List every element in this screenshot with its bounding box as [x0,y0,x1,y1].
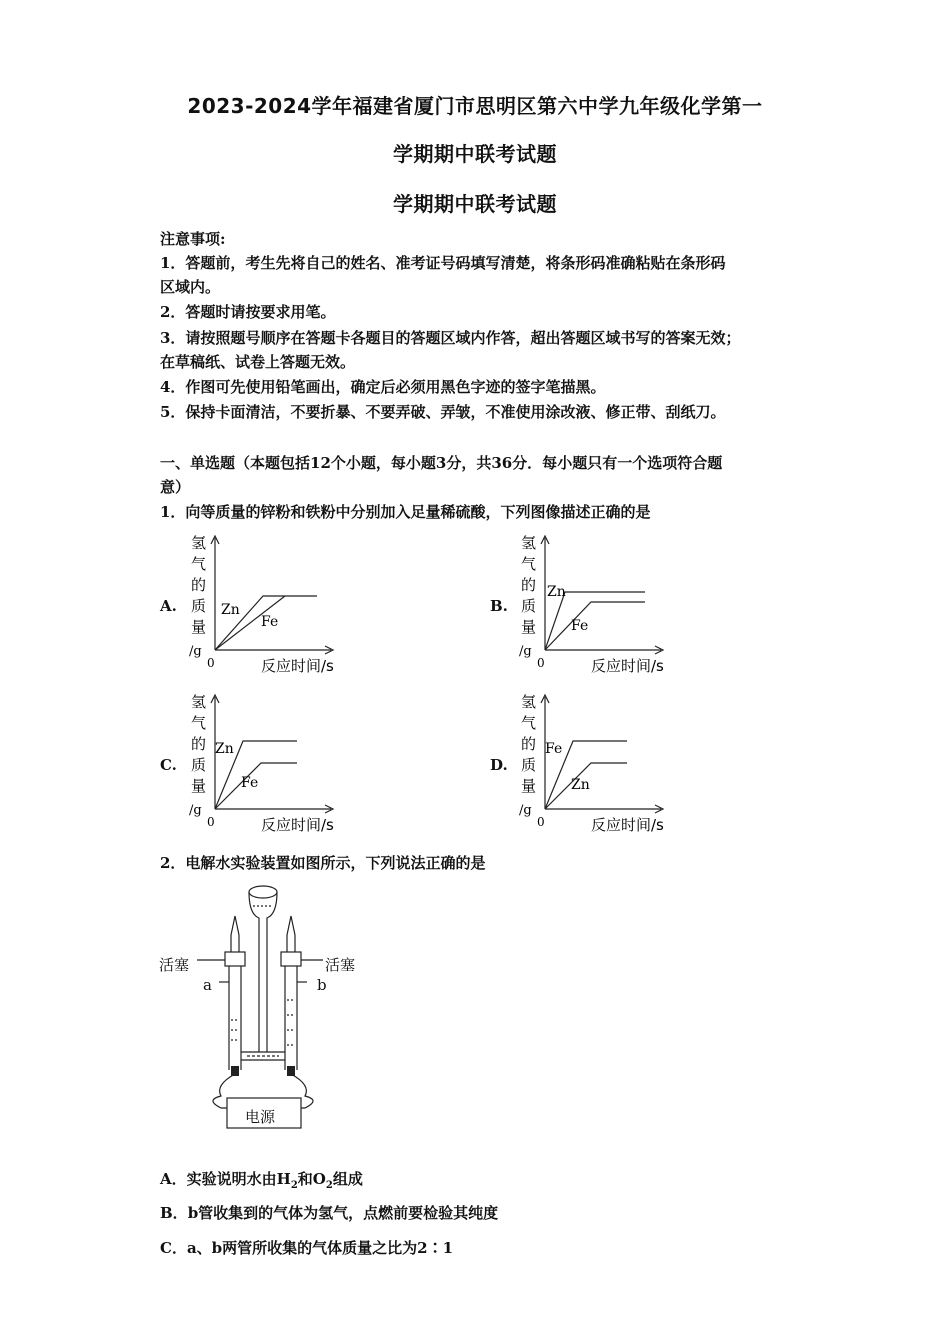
x-axis-label: 反应时间/s [591,816,664,834]
question-2-stem: 2．电解水实验装置如图所示，下列说法正确的是 [160,854,486,872]
series-label-upper: Zn [221,602,240,618]
y-axis-label-char: 量 [521,618,537,636]
y-axis-label-char: 质 [521,597,537,615]
exam-title-line1: 2023-2024学年福建省厦门市思明区第六中学九年级化学第一 [187,94,763,118]
q2-option-c [160,1237,453,1258]
y-axis-label-char: 气 [521,555,537,573]
q2-option-b-text: b管收集到的气体为氢气，点燃前要检验其纯度 [187,1204,499,1222]
x-axis-label: 反应时间/s [591,657,664,675]
tube-b-label: b [317,976,327,994]
series-line-upper [545,592,645,650]
y-axis-label-char: 量 [191,777,207,795]
series-label-lower: Zn [571,777,590,793]
y-axis-label-char: 气 [191,555,207,573]
y-axis-label-char: 气 [521,714,537,732]
section-heading-cont: 意） [160,478,191,496]
left-valve-label: 活塞 [159,956,190,974]
y-axis-label-char: 量 [191,618,207,636]
q2-option-a [160,1168,363,1191]
notice-item: 2．答题时请按要求用笔。 [160,303,336,321]
option-b-letter: B. [490,597,508,615]
option-c-letter: C. [160,756,177,774]
x-axis-label: 反应时间/s [261,816,334,834]
y-axis-unit: /g [519,644,532,659]
y-axis-unit: /g [519,803,532,818]
y-axis-label-char: 质 [191,597,207,615]
q2-option-a-text-mid: 和O [297,1170,326,1188]
q2-option-b [160,1202,498,1223]
q2-option-a-text-post: 组成 [332,1170,363,1188]
option-a-letter: A. [160,597,177,615]
notice-item: 在草稿纸、试卷上答题无效。 [160,353,356,371]
series-label-lower: Fe [241,775,259,791]
y-axis-label-char: 氢 [191,534,207,552]
origin-label: 0 [207,815,215,829]
q2-option-a-sub1: 2 [290,1180,298,1191]
graph-option-a [185,530,355,680]
notice-item: 1．答题前，考生先将自己的姓名、准考证号码填写清楚，将条形码准确粘贴在条形码 [160,254,726,272]
y-axis-label-char: 质 [521,756,537,774]
y-axis-label-char: 氢 [521,534,537,552]
origin-label: 0 [537,815,545,829]
exam-title-line2: 学期期中联考试题 [393,142,557,166]
notice-item: 3．请按照题号顺序在答题卡各题目的答题区域内作答，超出答题区域书写的答案无效； [160,329,741,347]
x-axis-label: 反应时间/s [261,657,334,675]
y-axis-label-char: 量 [521,777,537,795]
notice-item: 5．保持卡面清洁，不要折暴、不要弄破、弄皱，不准使用涂改液、修正带、刮纸刀。 [160,403,726,421]
origin-label: 0 [537,656,545,670]
notice-item: 区域内。 [160,278,221,296]
section-heading: 一、单选题（本题包括12个小题，每小题3分，共36分．每小题只有一个选项符合题 [160,454,723,472]
y-axis-label-char: 的 [191,735,207,753]
tube-a-label: a [203,976,212,994]
exam-title-line3: 学期期中联考试题 [393,192,557,216]
series-label-upper: Zn [547,584,566,600]
y-axis-label-char: 的 [521,735,537,753]
series-line-lower [545,602,645,650]
graph-option-b [515,530,685,680]
q2-option-b-letter: B． [160,1204,188,1222]
q2-option-a-letter: A． [160,1170,187,1188]
series-label-upper: Fe [545,741,563,757]
q2-option-a-text-pre: 实验说明水由H [186,1170,291,1188]
q2-option-c-letter: C． [160,1239,187,1257]
y-axis-label-char: 质 [191,756,207,774]
origin-label: 0 [207,656,215,670]
graph-option-c [185,689,355,839]
series-label-upper: Zn [215,741,234,757]
notice-heading: 注意事项: [160,230,226,248]
y-axis-unit: /g [189,644,202,659]
y-axis-label-char: 氢 [191,693,207,711]
electrolysis-apparatus [155,880,375,1144]
y-axis-unit: /g [189,803,202,818]
q2-option-c-text: a、b两管所收集的气体质量之比为2∶1 [186,1239,454,1257]
y-axis-label-char: 气 [191,714,207,732]
q2-option-a-sub2: 2 [325,1180,333,1191]
series-label-lower: Fe [571,618,589,634]
notice-item: 4．作图可先使用铅笔画出，确定后必须用黑色字迹的签字笔描黑。 [160,378,606,396]
y-axis-label-char: 氢 [521,693,537,711]
question-1-stem: 1．向等质量的锌粉和铁粉中分别加入足量稀硫酸，下列图像描述正确的是 [160,503,651,521]
y-axis-label-char: 的 [521,576,537,594]
series-label-lower: Fe [261,614,279,630]
power-supply-label: 电源 [245,1108,276,1126]
right-valve-label: 活塞 [325,956,356,974]
graph-option-d [515,689,685,839]
y-axis-label-char: 的 [191,576,207,594]
option-d-letter: D. [490,756,508,774]
